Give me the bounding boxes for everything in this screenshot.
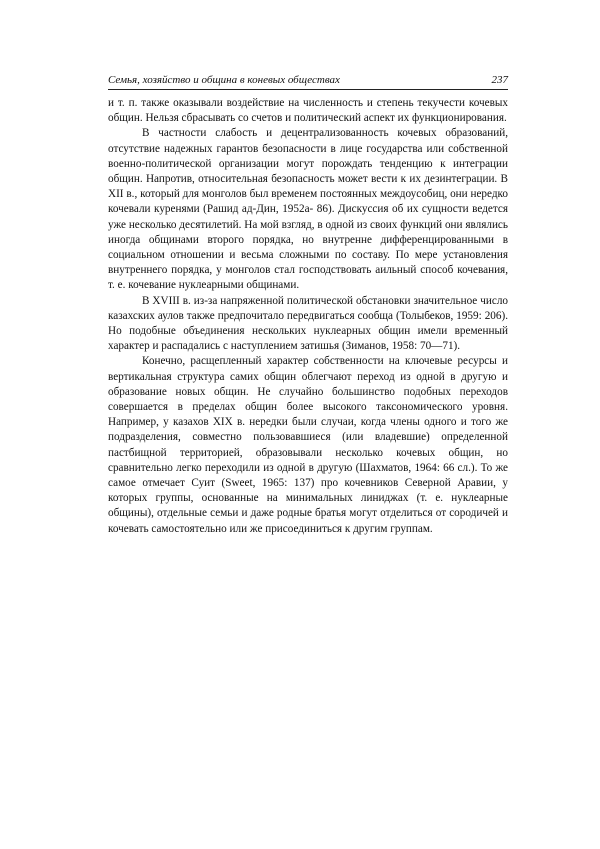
paragraph: Конечно, расщепленный характер собственности на ключевые ресурсы и вертикальная структура самих общин облегчают переход из одной в другую и образование новых общин. Не случайно большинство подобных переходов совершается в пределах общин более высокого таксономического уровня. Например, у казахов XIX в. нередки были случаи, когда члены одного и того же подразделения, совместно пользовавшиеся (или владевшие) определенной пастбищной территорией, образовывали несколько кочевых общин, но сравнительно легко переходили из одной в другую (Шахматов, 1964: 66 сл.). То же самое отмечает Суит (Sweet, 1965: 137) про кочевников Северной Аравии, у которых группы, основанные на минимальных линиджах (т. е. нуклеарные общины), отдельные семьи и даже родные братья могут отделиться от сородичей и кочевать самостоятельно или же присоединиться к другим группам. xyxy=(108,355,508,535)
running-header-title: Семья, хозяйство и община в коневых обществах xyxy=(108,74,340,86)
paragraph: В XVIII в. из-за напряженной политической обстановки значительное число казахских аулов также предпочитало передвигаться сообща (Толыбеков, 1959: 206). Но подобные объединения нескольких нуклеарных общин имели временный характер и распадались с наступлением затишья (Зиманов, 1958: 70—71). xyxy=(108,294,508,353)
page-number: 237 xyxy=(491,74,508,86)
paragraph: и т. п. также оказывали воздействие на численность и степень текучести кочевых общин. Нельзя сбрасывать со счетов и политический аспект их функционирования. xyxy=(108,97,508,125)
document-page xyxy=(108,74,508,537)
paragraph: В частности слабость и децентрализованность кочевых образований, отсутствие надежных гарантов безопасности в лице государства или собственной военно-политической организации могут порождать тенденцию к интеграции общин. Напротив, относительная безопасность может вести к их дезинтеграции. В XII в., который для монголов был временем постоянных междоусобиц, они нередко кочевали куренями (Рашид ад-Дин, 1952а- 86). Дискуссия об их сущности ведется уже несколько десятилетий. На мой взгляд, в одной из своих функций они являлись иногда общинами второго порядка, но внутренне дифференцированными в социальном отношении и весьма сложными по составу. По мере установления внутреннего порядка, у монголов стал господствовать аильный способ кочевания, т. е. кочевание нуклеарными общинами. xyxy=(108,127,508,292)
running-header xyxy=(108,74,508,90)
body-text xyxy=(108,96,508,537)
